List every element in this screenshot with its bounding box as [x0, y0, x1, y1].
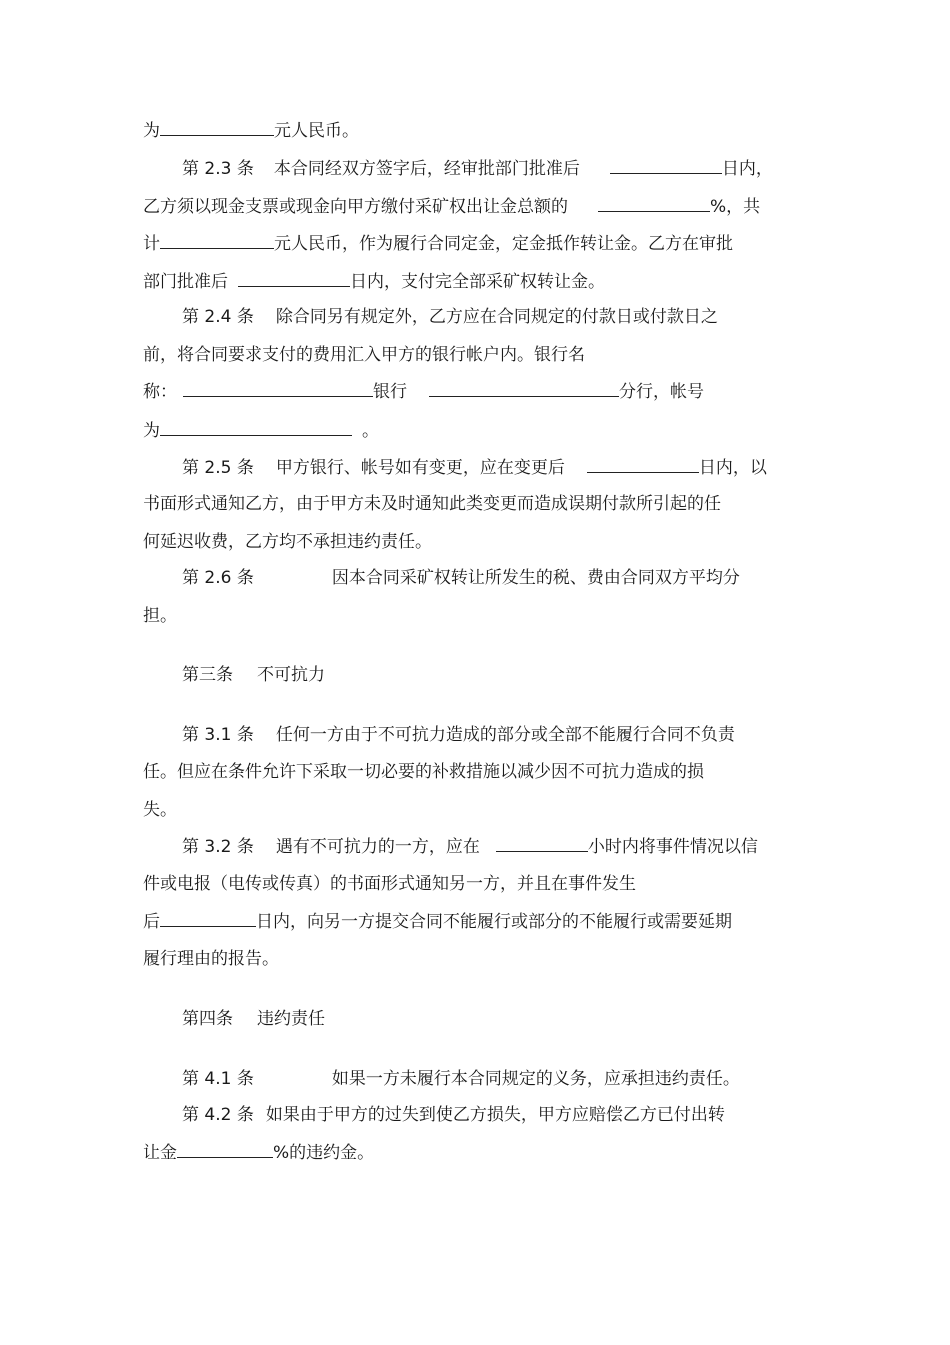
text-line: 计 元人民币，作为履行合同定金，定金抵作转让金。乙方在审批: [143, 234, 733, 254]
fill-blank[interactable]: [598, 195, 710, 212]
clause-number: 第 2.5 条: [182, 458, 254, 478]
text-line: 部门批准后 日内，支付完全部采矿权转让金。: [143, 272, 605, 292]
fill-blank[interactable]: [160, 119, 274, 136]
fill-blank[interactable]: [429, 380, 619, 397]
text-line: 为 元人民币。: [143, 121, 359, 141]
clause-4-1: 第 4.1 条 如果一方未履行本合同规定的义务，应承担违约责任。: [182, 1069, 740, 1089]
text-line: 失。: [143, 800, 177, 820]
section-3-heading: 第三条 不可抗力: [182, 665, 325, 685]
clause-number: 第 2.4 条: [182, 307, 254, 327]
fill-blank[interactable]: [177, 1141, 273, 1158]
clause-number: 第 4.1 条: [182, 1069, 254, 1089]
clause-2-6: 第 2.6 条 因本合同采矿权转让所发生的税、费由合同双方平均分: [182, 568, 740, 588]
clause-number: 第 2.3 条: [182, 159, 254, 179]
clause-3-1: 第 3.1 条 任何一方由于不可抗力造成的部分或全部不能履行合同不负责: [182, 725, 735, 745]
text-line: 任。但应在条件允许下采取一切必要的补救措施以减少因不可抗力造成的损: [143, 762, 704, 782]
clause-4-2: 第 4.2 条 如果由于甲方的过失到使乙方损失，甲方应赔偿乙方已付出转: [182, 1105, 725, 1125]
fill-blank[interactable]: [610, 157, 722, 174]
text-line: 担。: [143, 606, 177, 626]
fill-blank[interactable]: [496, 835, 588, 852]
clause-2-3: 第 2.3 条 本合同经双方签字后，经审批部门批准后 日内，: [182, 159, 773, 179]
text-line: 何延迟收费，乙方均不承担违约责任。: [143, 532, 432, 552]
fill-blank[interactable]: [587, 456, 699, 473]
clause-2-4: 第 2.4 条 除合同另有规定外，乙方应在合同规定的付款日或付款日之: [182, 307, 718, 327]
fill-blank[interactable]: [183, 380, 373, 397]
text-line: 履行理由的报告。: [143, 949, 279, 969]
fill-blank[interactable]: [160, 910, 256, 927]
clause-number: 第 4.2 条: [182, 1105, 254, 1125]
clause-number: 第 3.1 条: [182, 725, 254, 745]
text-line: 书面形式通知乙方，由于甲方未及时通知此类变更而造成误期付款所引起的任: [143, 494, 721, 514]
text-line: 后 日内，向另一方提交合同不能履行或部分的不能履行或需要延期: [143, 912, 732, 932]
text-line: 为 。: [143, 421, 379, 441]
text-line: 前，将合同要求支付的费用汇入甲方的银行帐户内。银行名: [143, 345, 585, 365]
text-line: 件或电报（电传或传真）的书面形式通知另一方，并且在事件发生: [143, 874, 636, 894]
clause-3-2: 第 3.2 条 遇有不可抗力的一方，应在 小时内将事件情况以信: [182, 837, 758, 857]
text-line: 乙方须以现金支票或现金向甲方缴付采矿权出让金总额的 %，共: [143, 197, 761, 217]
fill-blank[interactable]: [160, 232, 274, 249]
fill-blank[interactable]: [238, 270, 350, 287]
clause-number: 第 2.6 条: [182, 568, 254, 588]
clause-2-5: 第 2.5 条 甲方银行、帐号如有变更，应在变更后 日内，以: [182, 458, 767, 478]
text-line: 称： 银行 分行，帐号: [143, 382, 704, 402]
fill-blank[interactable]: [160, 419, 352, 436]
section-4-heading: 第四条 违约责任: [182, 1009, 325, 1029]
clause-number: 第 3.2 条: [182, 837, 254, 857]
text-line: 让金 %的违约金。: [143, 1143, 375, 1163]
